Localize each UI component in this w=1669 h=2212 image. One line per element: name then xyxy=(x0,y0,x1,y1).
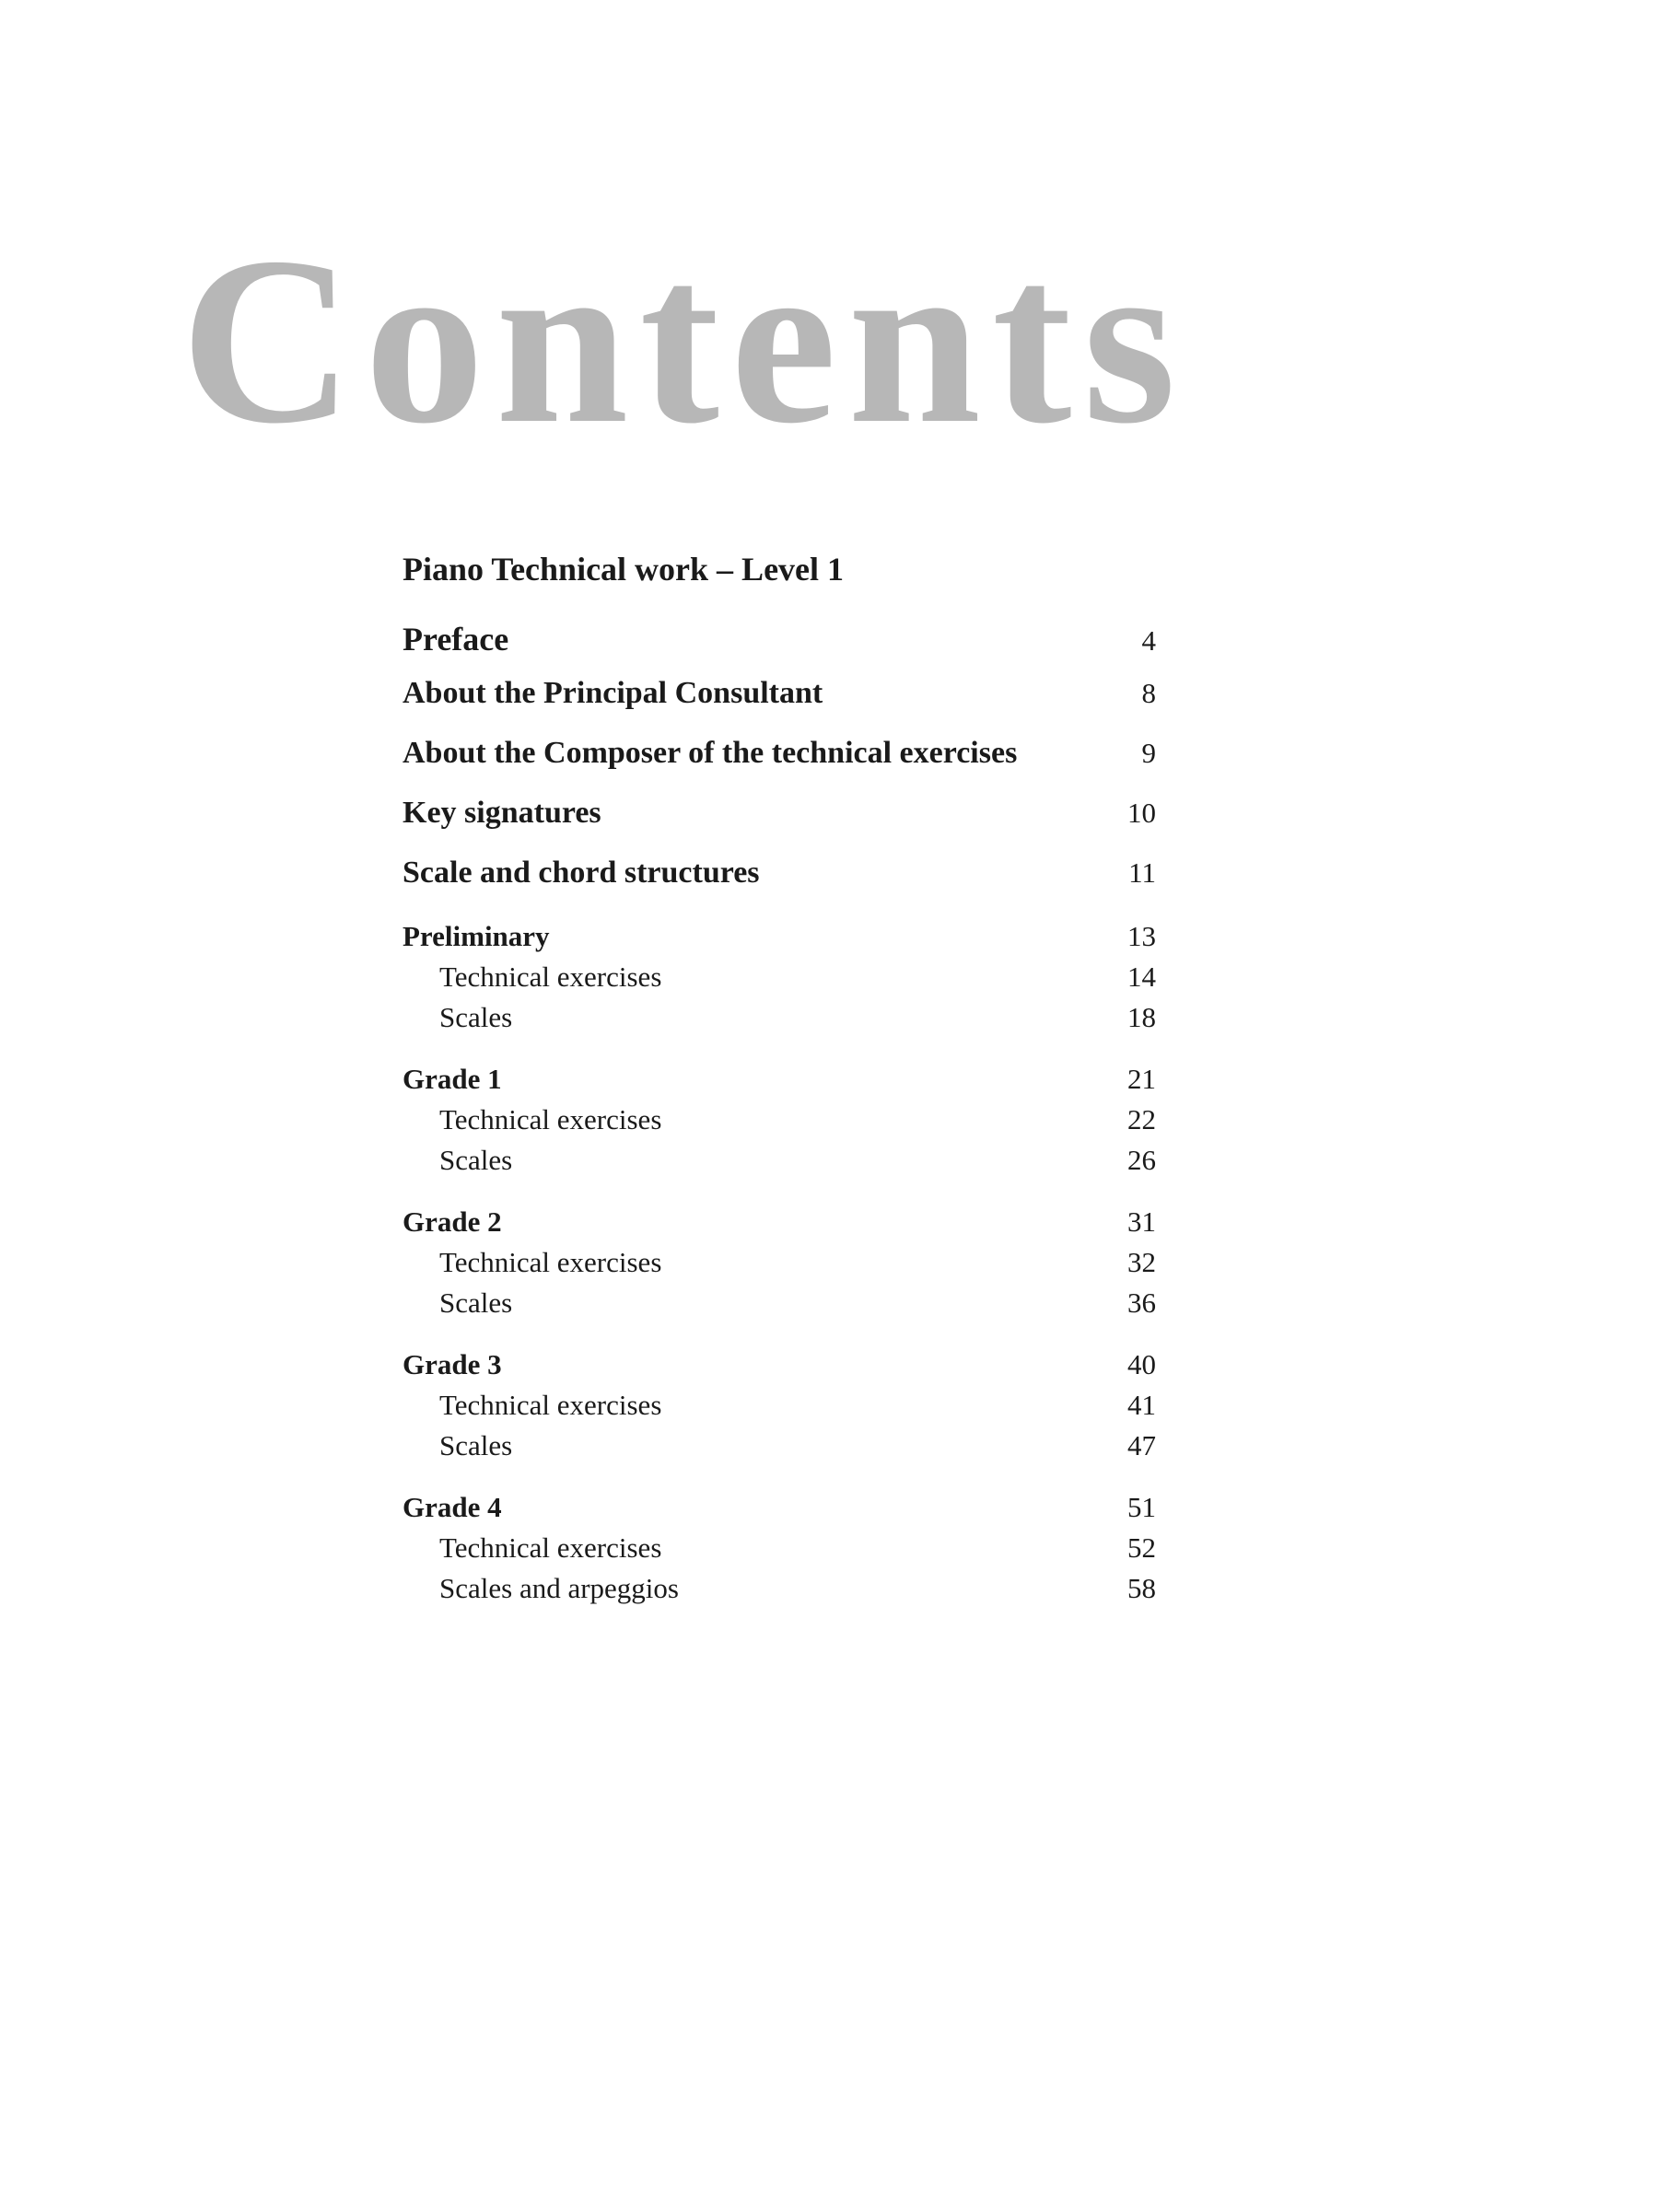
toc-subentry[interactable] xyxy=(403,1391,1156,1419)
toc-entry-preface[interactable] xyxy=(403,623,1156,656)
toc-entry-key-signatures[interactable] xyxy=(403,797,1156,829)
toc-subentry[interactable] xyxy=(403,1431,1156,1460)
toc-entry-page: 10 xyxy=(1127,797,1156,829)
toc-subentry-page: 26 xyxy=(1127,1144,1156,1176)
toc-section-page: 13 xyxy=(1127,920,1156,952)
toc-entry-principal-consultant[interactable] xyxy=(403,678,1156,709)
toc-subentry-label: Scales xyxy=(439,1286,513,1319)
toc-section-label: Grade 2 xyxy=(403,1205,502,1238)
toc-entry-label: Preface xyxy=(403,621,509,658)
toc-subentry-label: Technical exercises xyxy=(439,1103,662,1135)
toc-subentry-label: Scales xyxy=(439,1001,513,1033)
toc-section-grade-3[interactable] xyxy=(403,1350,1156,1379)
toc-subentry[interactable] xyxy=(403,1533,1156,1562)
toc-subentry-page: 52 xyxy=(1127,1531,1156,1564)
toc-section-page: 51 xyxy=(1127,1491,1156,1523)
toc-subentry-label: Technical exercises xyxy=(439,1246,662,1278)
toc-subentry-page: 58 xyxy=(1127,1572,1156,1604)
toc-subentry[interactable] xyxy=(403,1146,1156,1174)
toc-subentry-page: 22 xyxy=(1127,1103,1156,1135)
book-title: Piano Technical work – Level 1 xyxy=(403,551,845,588)
toc-subentry-page: 47 xyxy=(1127,1429,1156,1461)
toc-section-label: Preliminary xyxy=(403,920,550,952)
toc-entry-page: 9 xyxy=(1141,737,1156,769)
toc-subentry-page: 32 xyxy=(1127,1246,1156,1278)
toc-section-grade-4[interactable] xyxy=(403,1493,1156,1521)
toc-subentry-page: 14 xyxy=(1127,960,1156,993)
toc-subentry[interactable] xyxy=(403,962,1156,991)
toc-subentry-label: Technical exercises xyxy=(439,960,662,993)
toc-subentry[interactable] xyxy=(403,1003,1156,1031)
toc-subentry[interactable] xyxy=(403,1574,1156,1602)
toc-subentry-page: 18 xyxy=(1127,1001,1156,1033)
toc-entry-label: Key signatures xyxy=(403,796,601,830)
toc-entry-label: About the Composer of the technical exercises xyxy=(403,736,1018,770)
toc-section-label: Grade 3 xyxy=(403,1348,502,1380)
toc-section-label: Grade 4 xyxy=(403,1491,502,1523)
toc-entry-composer[interactable] xyxy=(403,738,1156,769)
toc-subentry-label: Technical exercises xyxy=(439,1531,662,1564)
toc-subentry[interactable] xyxy=(403,1105,1156,1134)
toc-subentry-page: 41 xyxy=(1127,1389,1156,1421)
toc-entry-label: Scale and chord structures xyxy=(403,856,760,890)
page-title: Contents xyxy=(181,208,1187,473)
toc-entry-scale-chord-structures[interactable] xyxy=(403,857,1156,889)
toc-subentry-label: Scales xyxy=(439,1429,513,1461)
toc-section-preliminary[interactable] xyxy=(403,922,1156,950)
toc-entry-page: 11 xyxy=(1128,856,1156,889)
toc-section-page: 31 xyxy=(1127,1205,1156,1238)
toc-section-page: 40 xyxy=(1127,1348,1156,1380)
toc-section-grade-1[interactable] xyxy=(403,1065,1156,1093)
toc-subentry[interactable] xyxy=(403,1288,1156,1317)
toc-subentry-label: Scales xyxy=(439,1144,513,1176)
toc-entry-label: About the Principal Consultant xyxy=(403,676,823,710)
toc-section-label: Grade 1 xyxy=(403,1063,502,1095)
toc-entry-page: 4 xyxy=(1141,624,1156,657)
toc-entry-page: 8 xyxy=(1141,677,1156,709)
toc-subentry-label: Technical exercises xyxy=(439,1389,662,1421)
toc-section-page: 21 xyxy=(1127,1063,1156,1095)
toc-subentry-page: 36 xyxy=(1127,1286,1156,1319)
toc-section-grade-2[interactable] xyxy=(403,1207,1156,1236)
toc-subentry-label: Scales and arpeggios xyxy=(439,1572,679,1604)
toc-subentry[interactable] xyxy=(403,1248,1156,1276)
